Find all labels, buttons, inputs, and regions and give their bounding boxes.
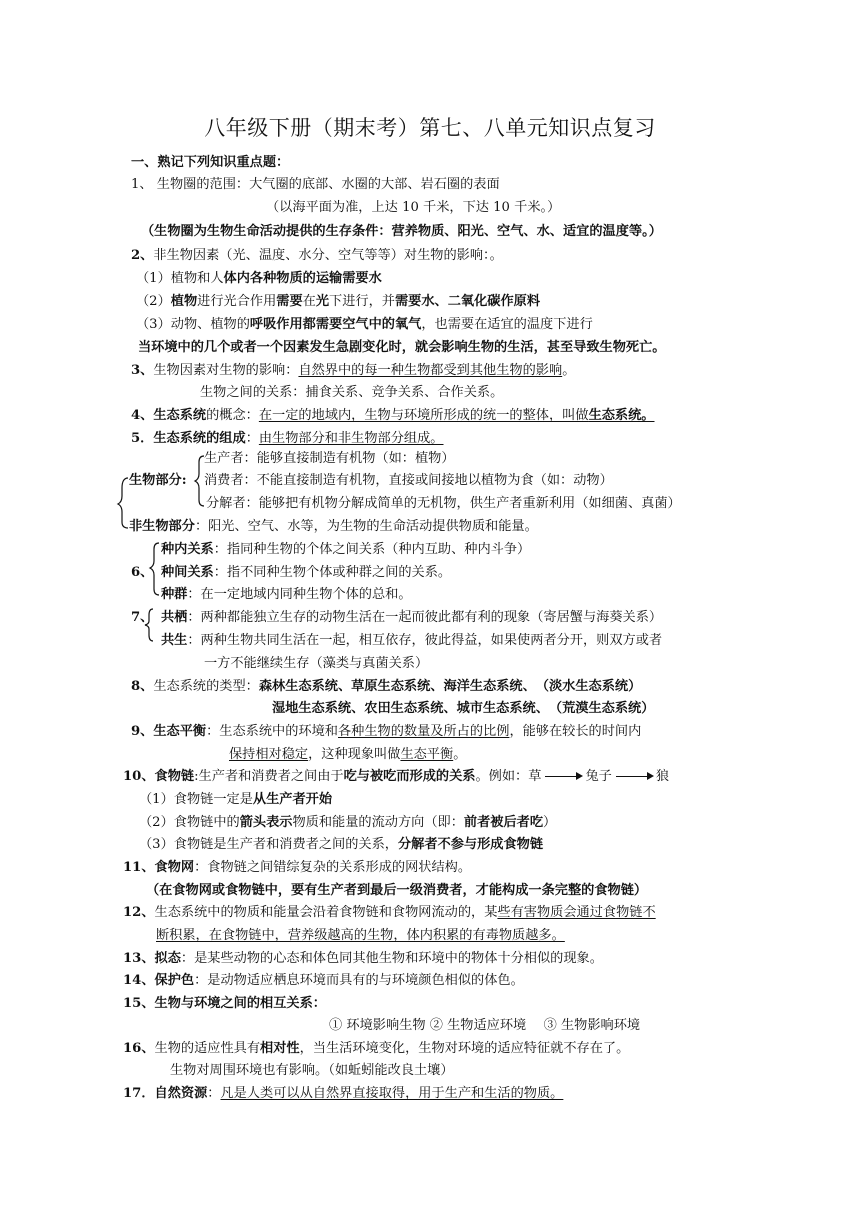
item-4: 4、生态系统的概念：在一定的地域内，生物与环境所形成的统一的整体，叫做生态系统。 [131,408,655,423]
item-2: 2、非生物因素（光、温度、水分、空气等等）对生物的影响：。 [131,248,503,263]
item-10: 10、食物链:生产者和消费者之间由于吃与被吃而形成的关系。例如：草 兔子 狼 [123,769,669,784]
item-3: 3、生物因素对生物的影响：自然界中的每一种生物都受到其他生物的影响。 [131,363,576,378]
producer: 生产者：能够直接制造有机物（如：植物） [204,451,455,466]
section-heading: 一、熟记下列知识重点题： [131,155,290,170]
item-16-cont: 生物对周围环境也有影响。（如蚯蚓能改良土壤） [170,1063,454,1078]
item-16: 16、生物的适应性具有相对性，当生活环境变化，生物对环境的适应特征就不存在了。 [123,1041,630,1056]
interspecific: 种间关系：指不同种生物个体或种群之间的关系。 [161,565,452,580]
nonbio-part: 非生物部分：阳光、空气、水等，为生物的生命活动提供物质和能量。 [129,519,538,534]
item-6-number: 6、 [131,565,154,580]
symbiosis-cont: 一方不能继续生存（藻类与真菌关系） [204,656,429,671]
item-1-conditions: （生物圈为生物生命活动提供的生存条件：营养物质、阳光、空气、水、适宜的温度等。） [141,224,662,239]
item-5: 5．生态系统的组成：由生物部分和非生物部分组成。 [131,431,444,446]
item-17: 17．自然资源：凡是人类可以从自然界直接取得，用于生产和生活的物质。 [123,1086,564,1101]
decomposer: 分解者：能够把有机物分解成简单的无机物，供生产者重新利用（如细菌、真菌） [206,496,681,511]
item-8: 8、生态系统的类型：森林生态系统、草原生态系统、海洋生态系统、 （淡水生态系统） [131,679,642,694]
item-8-cont: 湿地生态系统、农田生态系统、城市生态系统、 （荒漠生态系统） [272,701,655,716]
item-2-1: （1）植物和人体内各种物质的运输需要水 [136,271,382,286]
item-10-1: （1）食物链一定是从生产者开始 [139,792,333,807]
item-13: 13、拟态：是某些动物的心态和体色同其他生物和环境中的物体十分相似的现象。 [123,951,603,966]
item-7-number: 7、 [131,610,154,625]
item-10-3: （3）食物链是生产者和消费者之间的关系，分解者不参与形成食物链 [139,837,544,852]
item-15: 15、生物与环境之间的相互关系： [123,996,326,1011]
item-11-note: （在食物网或食物链中，要有生产者到最后一级消费者，才能构成一条完整的食物链） [146,883,648,898]
commensalism: 共栖：两种都能独立生存的动物生活在一起而彼此都有利的现象（寄居蟹与海葵关系） [161,610,663,625]
page-title: 八年级下册（期末考）第七、八单元知识点复习 [204,116,656,140]
item-2-3: （3）动物、植物的呼吸作用都需要空气中的氧气，也需要在适宜的温度下进行 [136,317,593,332]
item-12-cont: 断积累，在食物链中，营养级越高的生物，体内积累的有毒物质越多。 [156,928,565,943]
item-9-cont: 保持相对稳定，这种现象叫做生态平衡。 [229,747,467,762]
item-11: 11、食物网：食物链之间错综复杂的关系形成的网状结构。 [123,860,472,875]
item-1-note: （以海平面为准，上达 10 千米，下达 10 千米。） [266,200,561,215]
symbiosis: 共生：两种生物共同生活在一起，相互依存，彼此得益，如果使两者分开，则双方或者 [161,633,663,648]
item-10-2: （2）食物链中的箭头表示物质和能量的流动方向（即：前者被后者吃） [139,815,557,830]
intraspecific: 种内关系：指同种生物的个体之间关系（种内互助、种内斗争） [161,542,531,557]
arrow-icon [616,776,652,777]
consumer: 消费者：不能直接制造有机物，直接或间接地以植物为食（如：动物） [204,473,613,488]
bio-part-label: 生物部分: [129,473,187,488]
item-12: 12、生态系统中的物质和能量会沿着食物链和食物网流动的，某些有害物质会通过食物链不 [123,905,656,920]
item-14: 14、保护色：是动物适应栖息环境而具有的与环境颜色相似的体色。 [123,973,524,988]
item-1: 1、 生物圈的范围：大气圈的底部、水圈的大部、岩石圈的表面 [131,177,500,192]
item-3-relations: 生物之间的关系：捕食关系、竞争关系、合作关系。 [200,385,504,400]
item-2-summary: 当环境中的几个或者一个因素发生急剧变化时，就会影响生物的生活，甚至导致生物死亡。 [138,340,666,355]
population: 种群：在一定地域内同种生物个体的总和。 [161,587,412,602]
item-9: 9、生态平衡：生态系统中的环境和各种生物的数量及所占的比例，能够在较长的时间内 [131,724,642,739]
item-2-2: （2）植物进行光合作用需要在光下进行，并需要水、二氧化碳作原料 [136,294,541,309]
item-15-list: ① 环境影响生物 ② 生物适应环境 ③ 生物影响环境 [329,1018,641,1033]
arrow-icon [545,776,581,777]
